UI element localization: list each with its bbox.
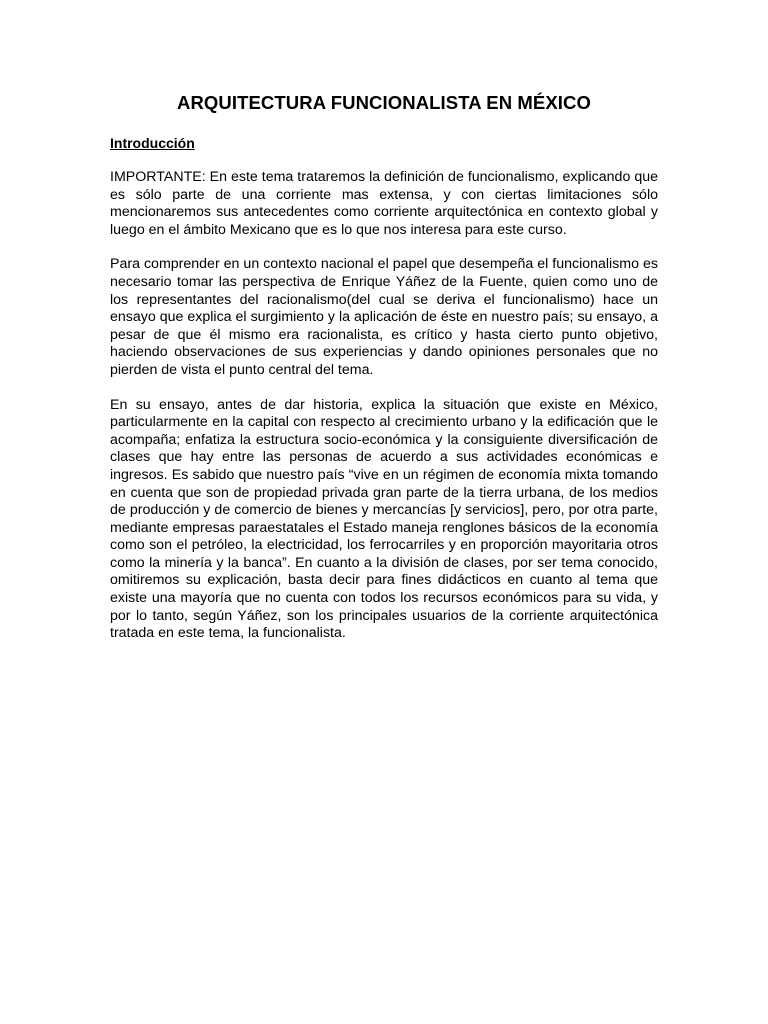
paragraph-importante: IMPORTANTE: En este tema trataremos la definición de funcionalismo, explicando que es sólo parte de una corriente mas extensa, y con ciertas limitaciones sólo mencionaremos sus antecedentes como corriente arquitectónica en contexto global y luego en el ámbito Mexicano que es lo que nos interesa para este curso. [110,169,658,238]
paragraph-ensayo: En su ensayo, antes de dar historia, explica la situación que existe en México, particularmente en la capital con respecto al crecimiento urbano y la edificación que le acompaña; enfatiza la estructura socio-económica y la consiguiente diversificación de clases que hay entre las personas de acuerdo a sus actividades económicas e ingresos. Es sabido que nuestro país “vive en un régimen de economía mixta tomando en cuenta que son de propiedad privada gran parte de la tierra urbana, de los medios de producción y de comercio de bienes y mercancías [y servicios], pero, por otra parte, mediante empresas paraestatales el Estado maneja renglones básicos de la economía como son el petróleo, la electricidad, los ferrocarriles y en proporción mayoritaria otros como la minería y la banca”. En cuanto a la división de clases, por ser tema conocido, omitiremos su explicación, basta decir para fines didácticos en cuanto al tema que existe una mayoría que no cuenta con todos los recursos económicos para su vida, y por lo tanto, según Yáñez, son los principales usuarios de la corriente arquitectónica tratada en este tema, la funcionalista. [110,396,658,642]
document-page [110,0,658,643]
page-title: ARQUITECTURA FUNCIONALISTA EN MÉXICO [176,92,591,113]
section-heading-introduccion: Introducción [110,135,195,151]
paragraph-contexto-nacional: Para comprender en un contexto nacional el papel que desempeña el funcionalismo es necesario tomar las perspectiva de Enrique Yáñez de la Fuente, quien como uno de los representantes del racionalismo(del cual se deriva el funcionalismo) hace un ensayo que explica el surgimiento y la aplicación de éste en nuestro país; su ensayo, a pesar de que él mismo era racionalista, es crítico y hasta cierto punto objetivo, haciendo observaciones de sus experiencias y dando opiniones personales que no pierden de vista el punto central del tema. [110,256,658,378]
